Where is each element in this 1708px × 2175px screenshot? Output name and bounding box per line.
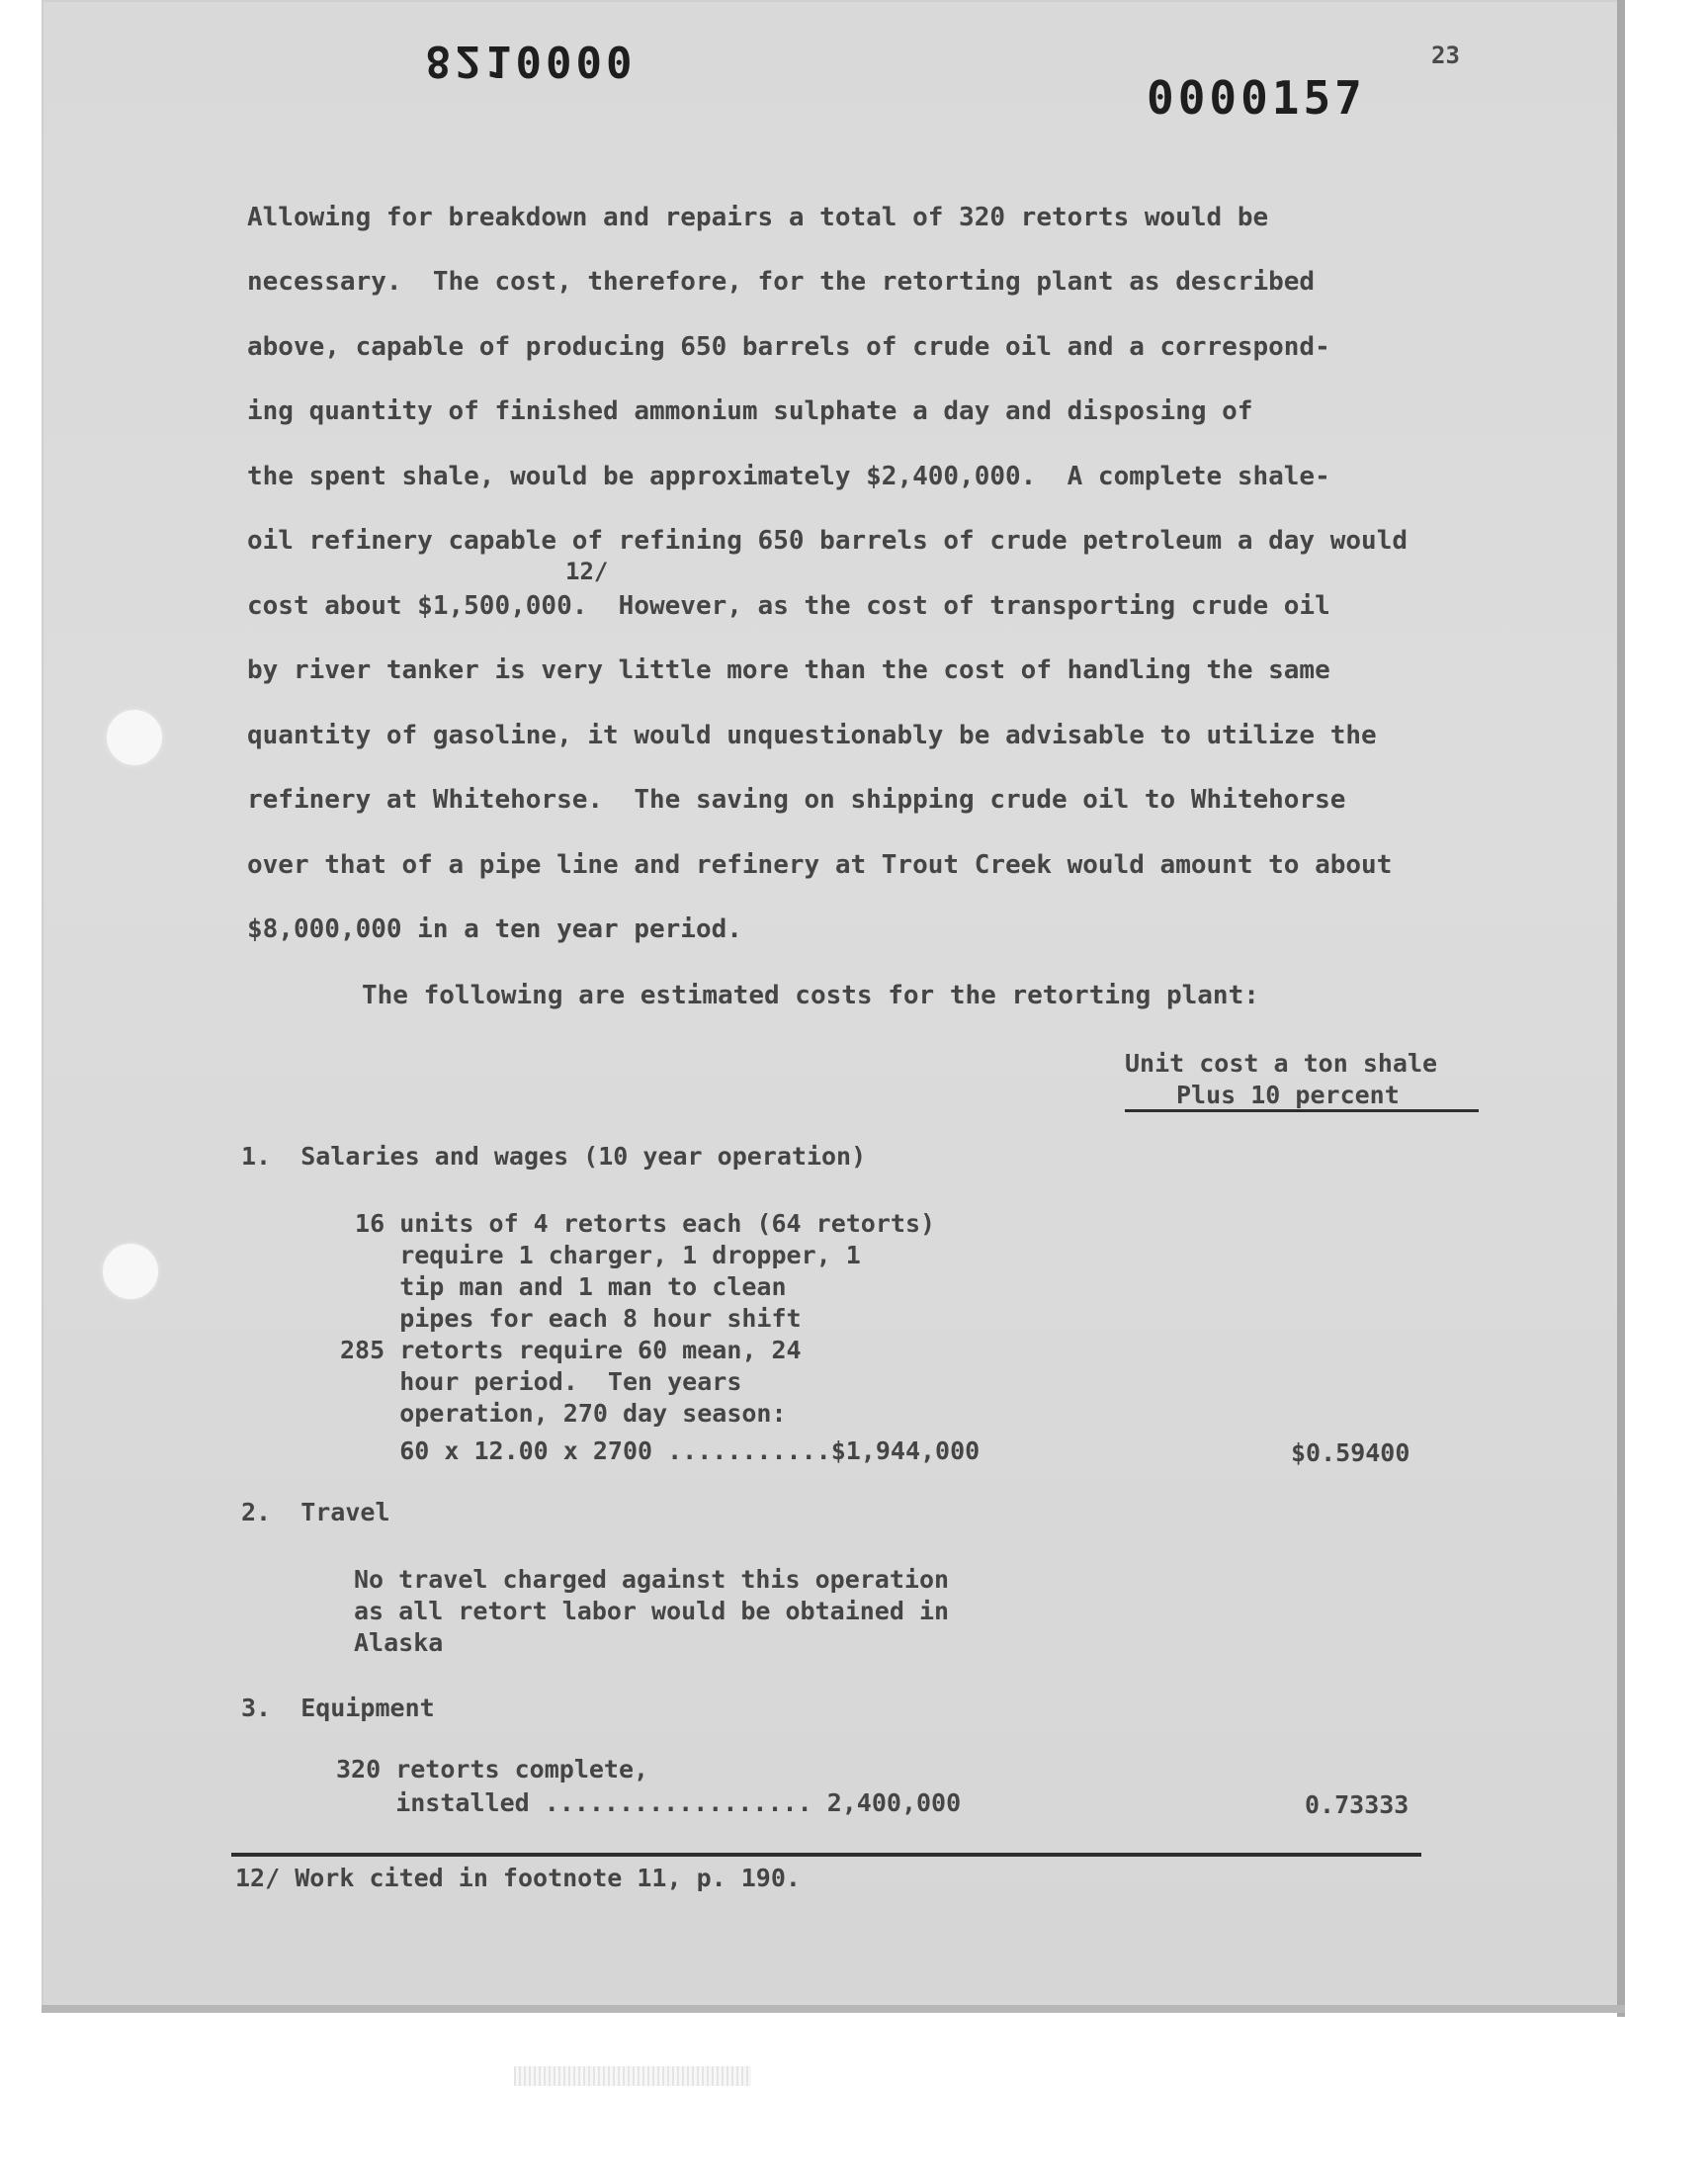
footnote-reference-mark: 12/ <box>565 558 609 585</box>
intro-line: The following are estimated costs for the retorting plant: <box>362 981 1259 1010</box>
footnote-separator-rule <box>231 1853 1421 1857</box>
paragraph-line-10: refinery at Whitehorse. The saving on shipping crude oil to Whitehorse <box>247 785 1346 815</box>
item-2-heading: 2. Travel <box>241 1498 390 1526</box>
scan-artifact-strip <box>514 2066 751 2086</box>
item-3-line-2: installed .................. 2,400,000 <box>336 1788 962 1817</box>
column-header-line-1: Unit cost a ton shale <box>1125 1049 1438 1078</box>
item-3-heading: 3. Equipment <box>241 1694 435 1722</box>
item-1-line-7: operation, 270 day season: <box>340 1399 787 1428</box>
item-1-heading: 1. Salaries and wages (10 year operation) <box>241 1142 867 1171</box>
item-1-line-2: require 1 charger, 1 dropper, 1 <box>340 1241 861 1269</box>
page-edge-shadow <box>1617 0 1625 2017</box>
column-header-underline <box>1125 1109 1479 1112</box>
page-number: 23 <box>1431 42 1460 69</box>
paragraph-line-4: ing quantity of finished ammonium sulphate a day and disposing of <box>247 396 1253 426</box>
paragraph-line-8: by river tanker is very little more than the cost of handling the same <box>247 655 1330 685</box>
item-2-line-1: No travel charged against this operation <box>354 1565 950 1594</box>
item-1-line-1: 16 units of 4 retorts each (64 retorts) <box>340 1209 936 1238</box>
item-2-line-3: Alaska <box>354 1628 444 1657</box>
item-3-line-1: 320 retorts complete, <box>336 1755 649 1784</box>
item-2-line-2: as all retort labor would be obtained in <box>354 1597 950 1625</box>
document-stamp-number: 0000157 <box>1147 71 1366 125</box>
item-1-line-5: 285 retorts require 60 mean, 24 <box>340 1336 802 1364</box>
item-1-line-4: pipes for each 8 hour shift <box>340 1304 802 1333</box>
paragraph-line-7: cost about $1,500,000. However, as the cost of transporting crude oil <box>247 591 1330 621</box>
paragraph-line-3: above, capable of producing 650 barrels of crude oil and a correspond- <box>247 332 1330 362</box>
item-1-line-8: 60 x 12.00 x 2700 ...........$1,944,000 <box>340 1436 981 1465</box>
punch-hole-bottom <box>103 1244 158 1299</box>
column-header-line-2: Plus 10 percent <box>1176 1081 1400 1109</box>
paragraph-line-9: quantity of gasoline, it would unquestionably be advisable to utilize the <box>247 721 1377 750</box>
page-bottom-shadow <box>42 2005 1625 2013</box>
inverted-stamp-number: 8210000 <box>425 36 637 86</box>
paragraph-line-6: oil refinery capable of refining 650 barrels of crude petroleum a day would <box>247 526 1408 556</box>
paragraph-line-5: the spent shale, would be approximately $2,400,000. A complete shale- <box>247 462 1330 491</box>
paragraph-line-11: over that of a pipe line and refinery at Trout Creek would amount to about <box>247 850 1393 880</box>
item-1-line-6: hour period. Ten years <box>340 1367 742 1396</box>
footnote-text: 12/ Work cited in footnote 11, p. 190. <box>235 1864 801 1892</box>
punch-hole-top <box>107 710 162 765</box>
item-1-unit-cost: $0.59400 <box>1291 1438 1410 1467</box>
item-3-unit-cost: 0.73333 <box>1305 1790 1409 1819</box>
paragraph-line-12: $8,000,000 in a ten year period. <box>247 914 742 944</box>
item-1-line-3: tip man and 1 man to clean <box>340 1272 787 1301</box>
paragraph-line-2: necessary. The cost, therefore, for the retorting plant as described <box>247 267 1316 297</box>
paragraph-line-1: Allowing for breakdown and repairs a total of 320 retorts would be <box>247 203 1269 232</box>
